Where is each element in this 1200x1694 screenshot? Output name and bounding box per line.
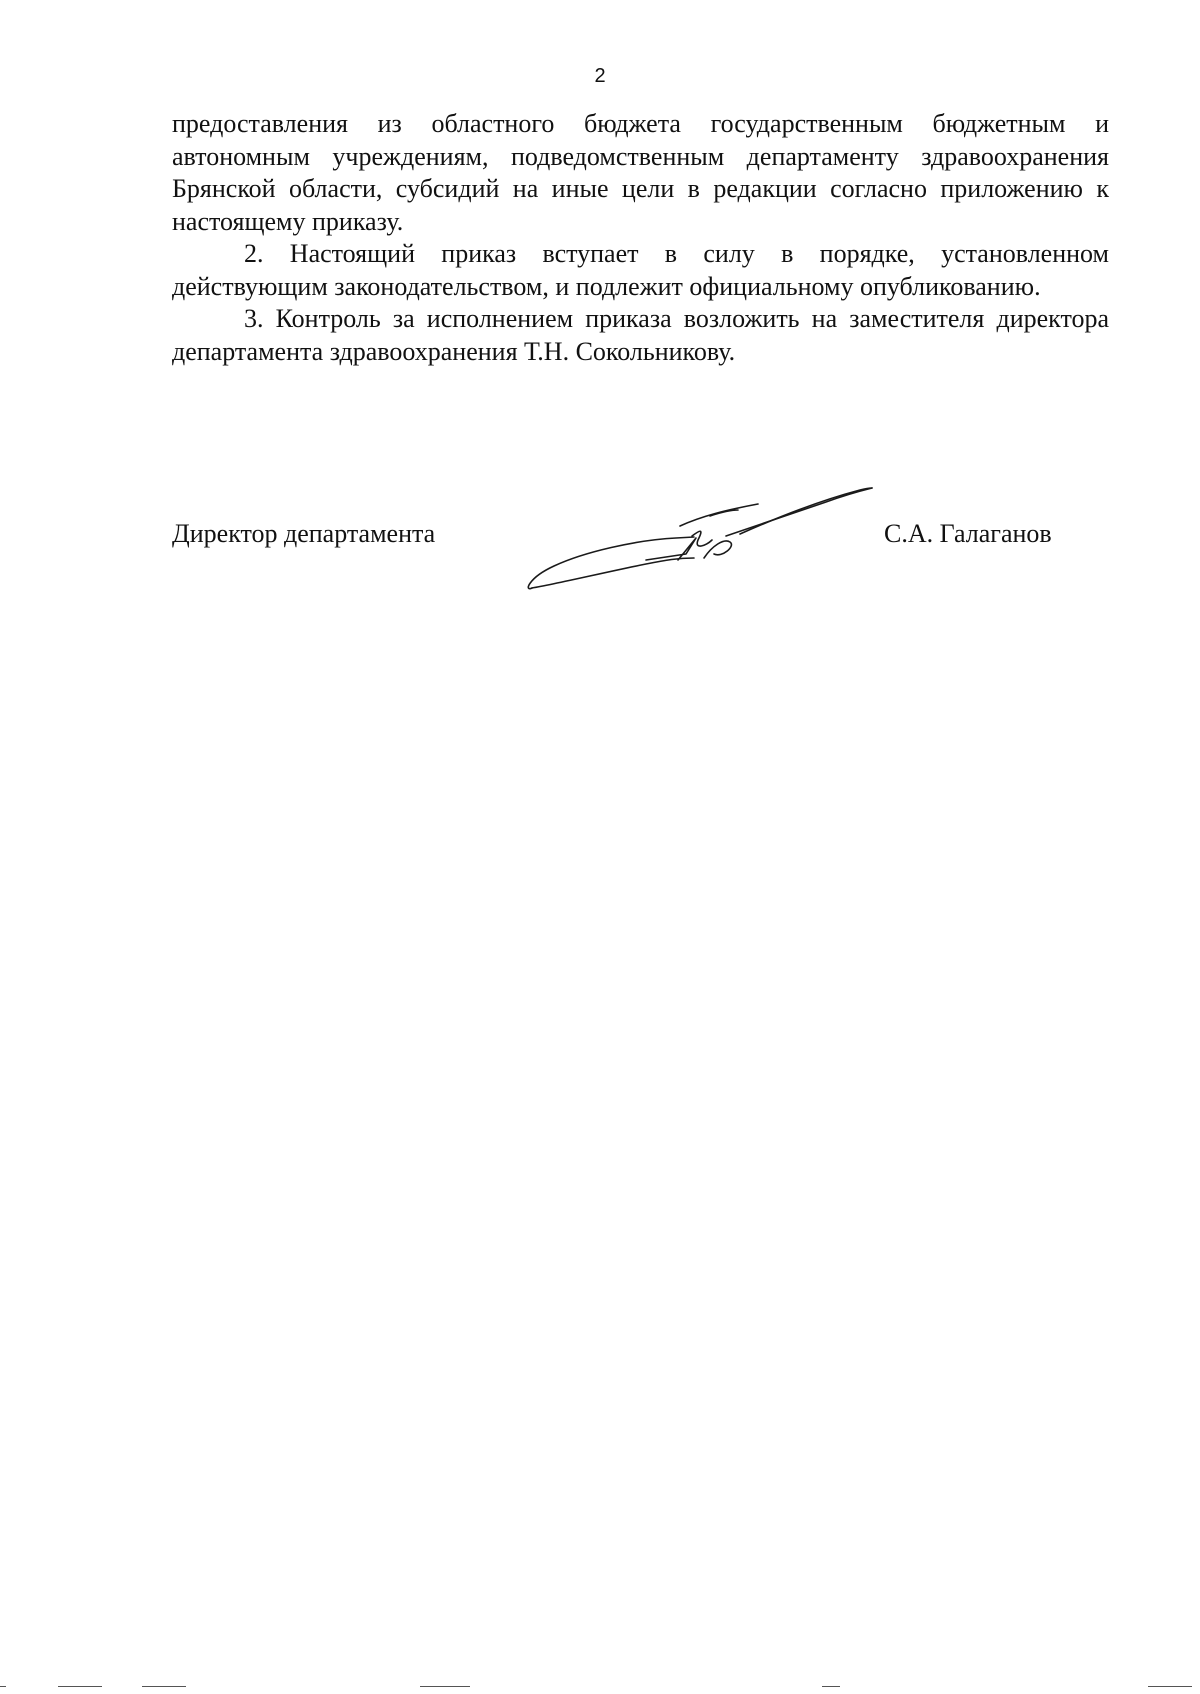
page-number: 2 <box>594 65 606 87</box>
footer-rule <box>420 1686 470 1687</box>
paragraph-3 <box>172 303 1109 368</box>
signer-name: С.А. Галаганов <box>884 519 1052 548</box>
paragraph-1: предоставления из областного бюджета государственным бюджетным и автономным учреждениям, подведомственным департаменту здравоохранения Брянской области, субсидий на иные цели в редакции согласно приложению к настоящему приказу. <box>172 109 1109 236</box>
signature-block <box>0 480 1200 600</box>
paragraph-2 <box>172 238 1109 303</box>
paragraph-3-number: 3. <box>244 304 264 333</box>
footer-rule <box>142 1686 186 1687</box>
paragraph-3-text: Контроль за исполнением приказа возложить на заместителя директора департамента здравоохранения Т.Н. Сокольникову. <box>172 304 1110 366</box>
footer-rule <box>58 1686 102 1687</box>
handwritten-signature-icon <box>526 480 882 596</box>
paragraph-2-text: Настоящий приказ вступает в силу в порядке, установленном действующим законодательством, и подлежит официальному опубликованию. <box>172 239 1109 301</box>
signer-title: Директор департамента <box>172 519 436 548</box>
footer-rules <box>0 1686 1200 1690</box>
paragraph-2-number: 2. <box>244 239 264 268</box>
document-body <box>172 108 1109 368</box>
footer-rule <box>0 1686 6 1687</box>
footer-rule <box>822 1686 840 1687</box>
footer-rule <box>1148 1686 1192 1687</box>
